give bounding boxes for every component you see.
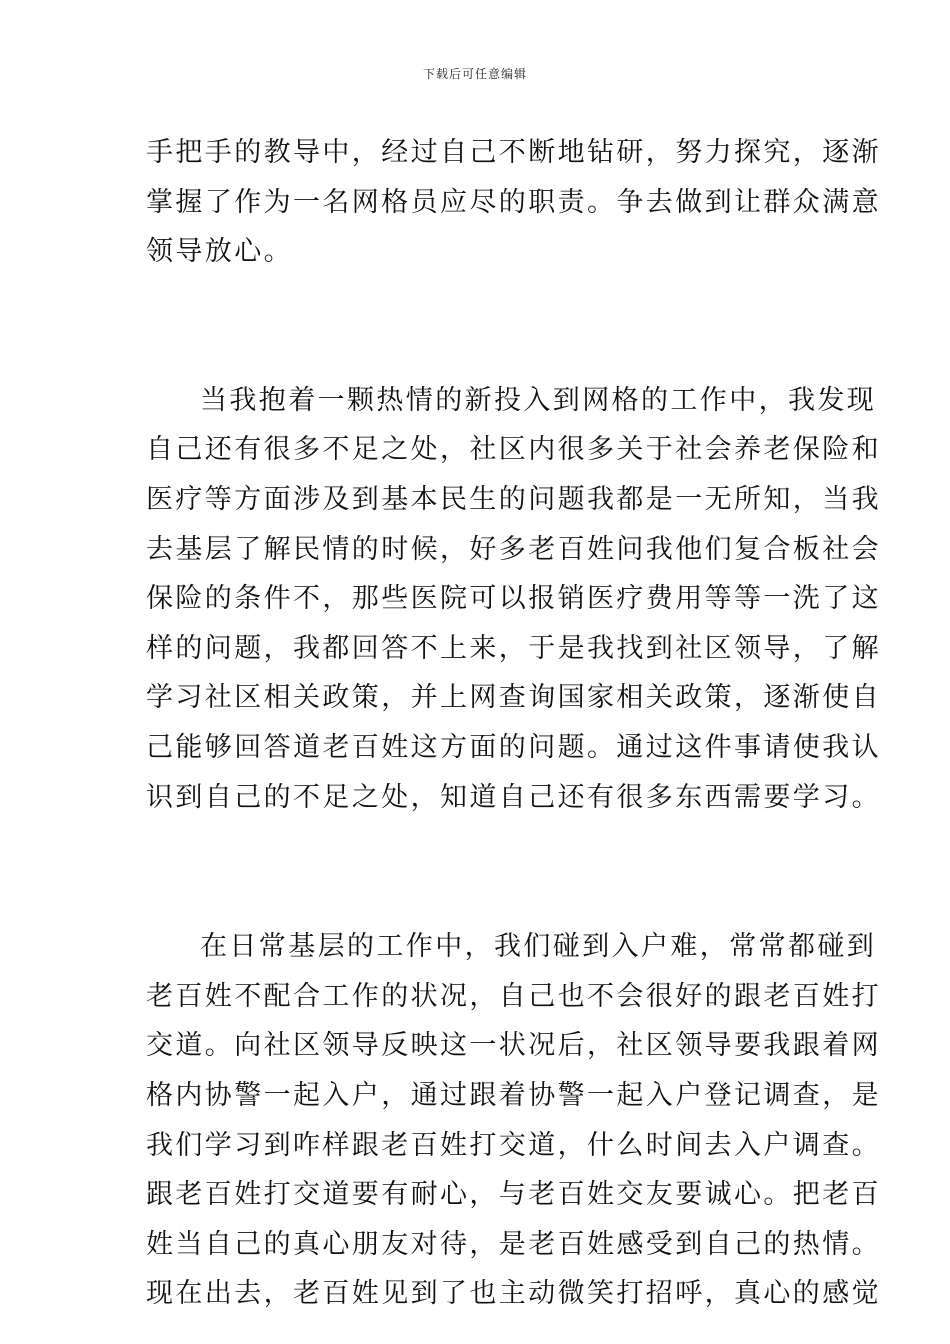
text-line: 样的问题，我都回答不上来，于是我找到社区领导，了解 — [146, 632, 881, 664]
paragraph-1 — [146, 128, 881, 277]
paragraph-2 — [146, 376, 881, 822]
document-body — [146, 128, 881, 1319]
paragraph-3 — [146, 922, 881, 1319]
text-line: 跟老百姓打交道要有耐心，与老百姓交友要诚心。把老百 — [146, 1179, 881, 1211]
text-line: 掌握了作为一名网格员应尽的职责。争去做到让群众满意 — [146, 186, 881, 218]
page-header: 下载后可任意编辑 — [422, 67, 527, 81]
text-line: 自己还有很多不足之处，社区内很多关于社会养老保险和 — [146, 434, 881, 466]
text-line: 在日常基层的工作中，我们碰到入户难，常常都碰到 — [200, 931, 877, 963]
text-line: 领导放心。 — [146, 236, 293, 268]
text-line: 识到自己的不足之处，知道自己还有很多东西需要学习。 — [146, 781, 881, 813]
text-line: 保险的条件不，那些医院可以报销医疗费用等等一洗了这 — [146, 583, 881, 615]
text-line: 现在出去，老百姓见到了也主动微笑打招呼，真心的感觉 — [146, 1278, 881, 1310]
text-line: 学习社区相关政策，并上网查询国家相关政策，逐渐使自 — [146, 682, 881, 714]
text-line: 姓当自己的真心朋友对待，是老百姓感受到自己的热情。 — [146, 1228, 881, 1260]
text-line: 医疗等方面涉及到基本民生的问题我都是一无所知，当我 — [146, 483, 881, 515]
text-line: 交道。向社区领导反映这一状况后，社区领导要我跟着网 — [146, 1030, 881, 1062]
text-line: 当我抱着一颗热情的新投入到网格的工作中，我发现 — [200, 384, 877, 416]
text-line: 去基层了解民情的时候，好多老百姓问我他们复合板社会 — [146, 533, 881, 565]
text-line: 老百姓不配合工作的状况，自己也不会很好的跟老百姓打 — [146, 980, 881, 1012]
text-line: 己能够回答道老百姓这方面的问题。通过这件事请使我认 — [146, 731, 881, 763]
text-line: 手把手的教导中，经过自己不断地钻研，努力探究，逐渐 — [146, 137, 881, 168]
text-line: 格内协警一起入户，通过跟着协警一起入户登记调查，是 — [146, 1079, 881, 1111]
text-line: 我们学习到咋样跟老百姓打交道，什么时间去入户调查。 — [146, 1129, 881, 1161]
